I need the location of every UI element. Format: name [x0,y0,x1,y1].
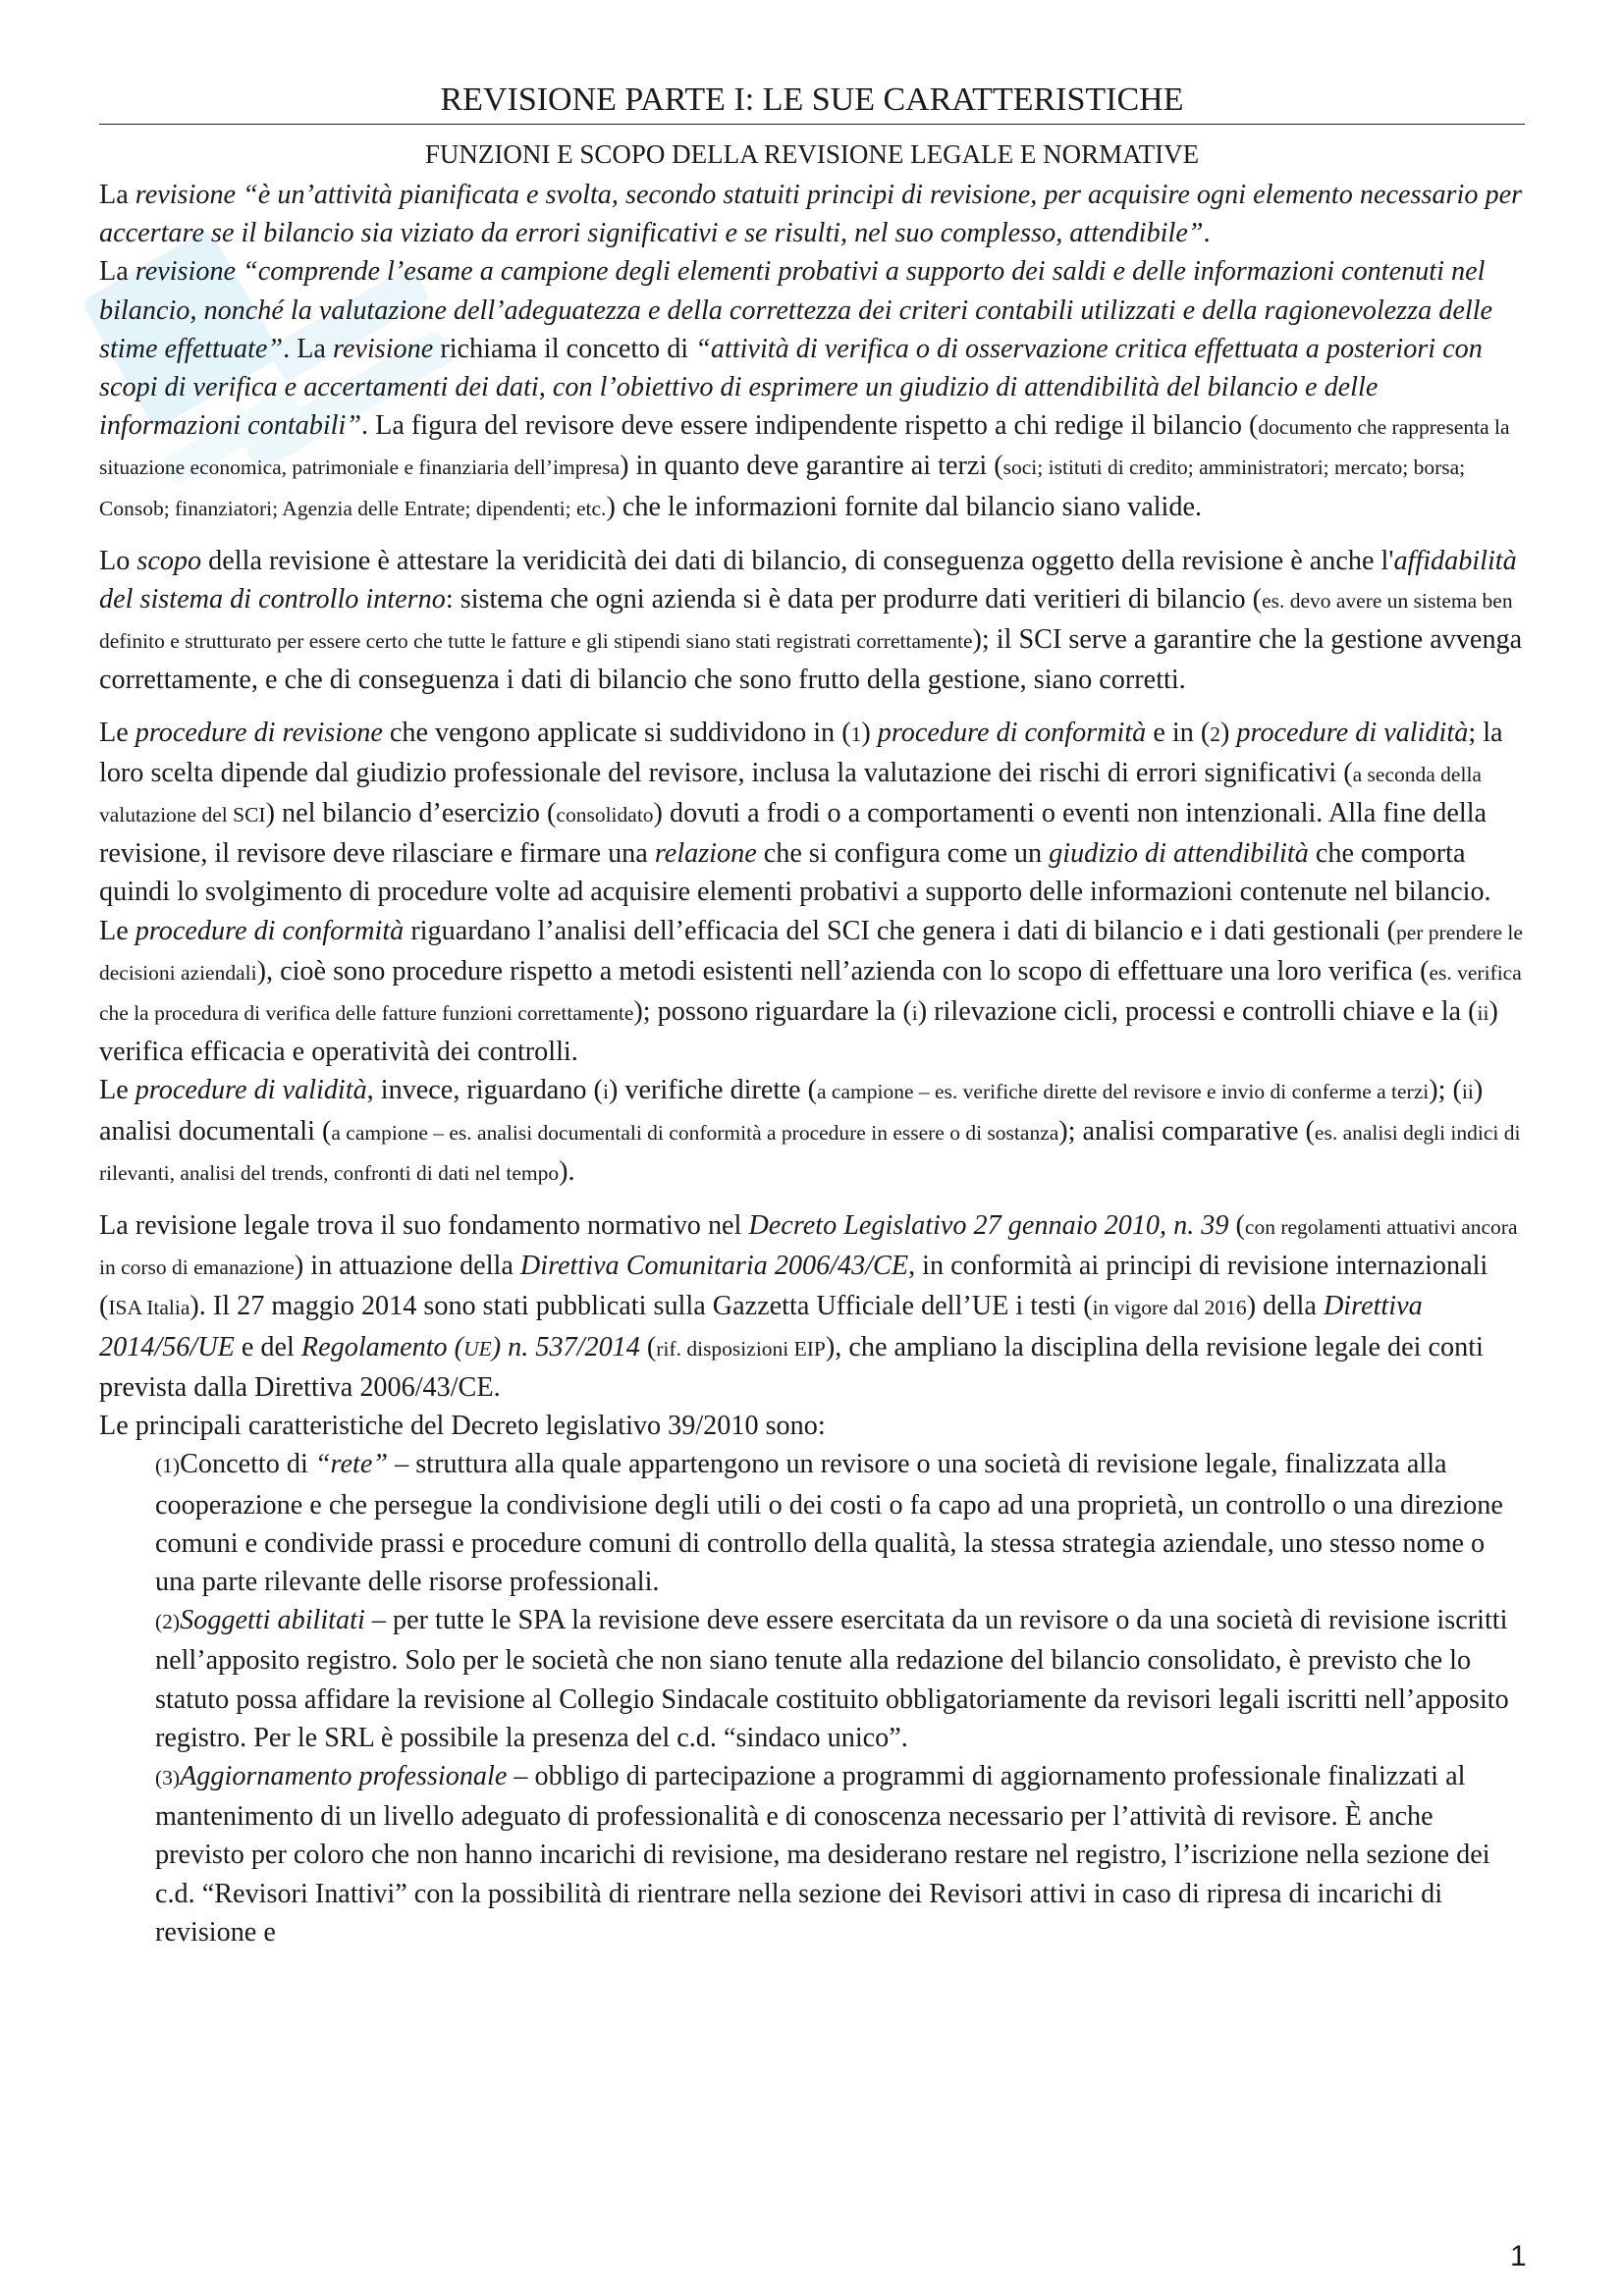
list-item: (1)Concetto di “rete” – struttura alla quale appartengono un revisore o una società di revisione legale, finalizzata alla cooperazione e che persegue la condivisione degli utili o dei costi o fa capo ad una proprietà, un controllo o una direzione comuni e condivide prassi e procedure comuni di controllo della qualità, la stessa strategia aziendale, uno stesso nome o una parte rilevante delle risorse professionali. [155,1449,1503,1597]
paragraph-conformita: Le procedure di conformità riguardano l’analisi dell’efficacia del SCI che genera i dati di bilancio e i dati gestionali (per prendere le decisioni aziendali), cioè sono procedure rispetto a metodi esistenti nell’azienda con lo scopo di effettuare una loro verifica (es. verifica che la procedura di verifica delle fatture funzioni correttamente); possono riguardare la (i) rilevazione cicli, processi e controlli chiave e la (ii) verifica efficacia e operatività dei controlli. [99,915,1523,1068]
document-title: REVISIONE PARTE I: LE SUE CARATTERISTICHE [99,79,1525,125]
paragraph-definition-2: La revisione “comprende l’esame a campione degli elementi probativi a supporto dei saldi e delle informazioni contenuti nel bilancio, nonché la valutazione dell’adeguatezza e della correttezza dei criteri contabili utilizzati e della ragionevolezza delle stime effettuate”. La revisione richiama il concetto di “attività di verifica o di osservazione critica effettuata a posteriori con scopi di verifica e accertamenti dei dati, con l’obiettivo di esprimere un giudizio di attendibilità del bilancio e delle informazioni contabili”. La figura del revisore deve essere indipendente rispetto a chi redige il bilancio (documento che rappresenta la situazione economica, patrimoniale e finanziaria dell’impresa) in quanto deve garantire ai terzi (soci; istituti di credito; amministratori; mercato; borsa; Consob; finanziatori; Agenzia delle Entrate; dipendenti; etc.) che le informazioni fornite dal bilancio siano valide. [99,256,1510,522]
paragraph-definition-1: La revisione “è un’attività pianificata e svolta, secondo statuiti principi di revisione, per acquisire ogni elemento necessario per accertare se il bilancio sia viziato da errori significativi e se risulti, nel suo complesso, attendibile”. [99,180,1523,249]
characteristics-list [99,1445,1525,1951]
paragraph-caratteristiche-intro: Le principali caratteristiche del Decreto legislativo 39/2010 sono: [99,1411,826,1442]
paragraph-validita: Le procedure di validità, invece, riguardano (i) verifiche dirette (a campione – es. verifiche dirette del revisore e invio di conferme a terzi); (ii) analisi documentali (a campione – es. analisi documentali di conformità a procedure in essere o di sostanza); analisi comparative (es. analisi degli indici di rilevanti, analisi del trends, confronti di dati nel tempo). [99,1075,1521,1187]
list-item: (2)Soggetti abilitati – per tutte le SPA la revisione deve essere esercitata da un revisore o da una società di revisione iscritti nell’apposito registro. Solo per le società che non siano tenute alla redazione del bilancio consolidato, è previsto che lo statuto possa affidare la revisione al Collegio Sindacale costituito obbligatoriamente da revisori legali iscritti nell’apposito registro. Per le SRL è possibile la presenza del c.d. “sindaco unico”. [155,1605,1509,1753]
list-item: (3)Aggiornamento professionale – obbligo di partecipazione a programmi di aggiornamento professionale finalizzati al mantenimento di un livello adeguato di professionalità e di conoscenza necessario per l’attività di revisore. È anche previsto per coloro che non hanno incarichi di revisione, ma desiderano restare nel registro, l’iscrizione nella sezione dei c.d. “Revisori Inattivi” con la possibilità di rientrare nella sezione dei Revisori attivi in caso di ripresa di incarichi di revisione e [155,1760,1490,1948]
paragraph-normativa: La revisione legale trova il suo fondamento normativo nel Decreto Legislativo 27 gennaio 2010, n. 39 (con regolamenti attuativi ancora in corso di emanazione) in attuazione della Direttiva Comunitaria 2006/43/CE, in conformità ai principi di revisione internazionali (ISA Italia). Il 27 maggio 2014 sono stati pubblicati sulla Gazzetta Ufficiale dell’UE i testi (in vigore dal 2016) della Direttiva 2014/56/UE e del Regolamento (UE) n. 537/2014 (rif. disposizioni EIP), che ampliano la disciplina della revisione legale dei conti prevista dalla Direttiva 2006/43/CE. [99,1210,1518,1403]
paragraph-procedure: Le procedure di revisione che vengono applicate si suddividono in (1) procedure di conformità e in (2) procedure di validità; la loro scelta dipende dal giudizio professionale del revisore, inclusa la valutazione dei rischi di errori significativi (a seconda della valutazione del SCI) nel bilancio d’esercizio (consolidato) dovuti a frodi o a comportamenti o eventi non intenzionali. Alla fine della revisione, il revisore deve rilasciare e firmare una relazione che si configura come un giudizio di attendibilità che comporta quindi lo svolgimento di procedure volte ad acquisire elementi probativi a supporto delle informazioni contenute nel bilancio. [99,717,1503,908]
paragraph-scopo: Lo scopo della revisione è attestare la veridicità dei dati di bilancio, di conseguenza oggetto della revisione è anche l'affidabilità del sistema di controllo interno: sistema che ogni azienda si è data per produrre dati veritieri di bilancio (es. devo avere un sistema ben definito e strutturato per essere certo che tutte le fatture e gli stipendi siano stati registrati correttamente); il SCI serve a garantire che la gestione avvenga correttamente, e che di conseguenza i dati di bilancio che sono frutto della gestione, siano corretti. [99,545,1523,696]
page-number: 1 [1510,2240,1527,2272]
section-subtitle: FUNZIONI E SCOPO DELLA REVISIONE LEGALE E NORMATIVE [424,139,1200,169]
document-page [99,79,1525,1951]
